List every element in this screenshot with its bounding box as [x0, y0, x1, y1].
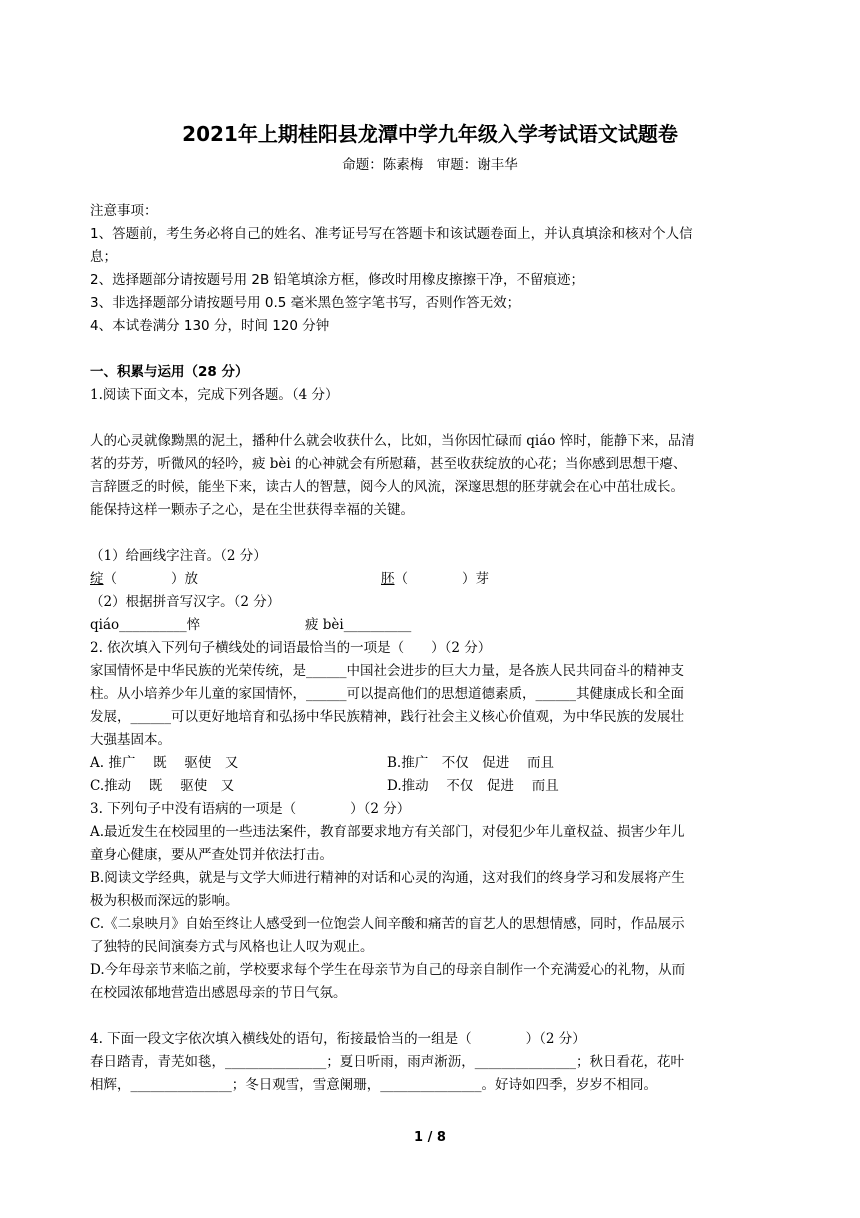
option-line: 了独特的民间演奏方式与风格也让人叹为观止。 [90, 939, 374, 955]
notice-item: 4、本试卷满分 130 分，时间 120 分钟 [90, 318, 330, 334]
option-line: D.今年母亲节来临之前，学校要求每个学生在母亲节为自己的母亲自制作一个充满爱心的礼物，从而 [90, 962, 686, 978]
underlined-char: 胚 [381, 571, 395, 587]
answer-blank: （ ）芽 [394, 571, 489, 587]
underlined-char: 绽 [90, 571, 104, 587]
notice-item: 2、选择题部分请按题号用 2B 铅笔填涂方框，修改时用橡皮擦擦干净，不留痕迹； [90, 272, 585, 288]
sub-question: （2）根据拼音写汉字。（2 分） [90, 594, 281, 610]
notice-item: 息； [90, 249, 117, 265]
answer-blank: （ ）放 [103, 571, 198, 587]
section-heading: 一、积累与运用（28 分） [90, 364, 249, 380]
notice-item: 3、非选择题部分请按题号用 0.5 毫米黑色签字笔书写，否则作答无效； [90, 295, 521, 311]
exam-authors: 命题：陈素梅 审题：谢丰华 [342, 157, 518, 173]
question-stem: 3. 下列句子中没有语病的一项是（ ）（2 分） [90, 801, 411, 817]
question-stem: 2. 依次填入下列句子横线处的词语最恰当的一项是（ ）（2 分） [90, 640, 492, 656]
passage-line: 人的心灵就像黝黑的泥土，播种什么就会收获什么，比如，当你因忙碌而 qiáo 悴时，能静下来，品清 [90, 433, 695, 449]
option-b: B.推广 不仅 促进 而且 [387, 755, 555, 771]
option-a: A. 推广 既 驱使 又 [90, 755, 239, 771]
phonetic-answer-row [90, 567, 198, 587]
passage-line: 言辞匮乏的时候，能坐下来，读古人的智慧，阅今人的风流，深邃思想的胚芽就会在心中茁壮成长。 [90, 479, 684, 495]
passage-line: 茗的芬芳，听微风的轻吟，疲 bèi 的心神就会有所慰藉，甚至收获绽放的心花；当你感到思想干瘪、 [90, 456, 687, 472]
option-c: C.推动 既 驱使 又 [90, 778, 235, 794]
option-line: 童身心健康，要从严查处罚并依法打击。 [90, 847, 333, 863]
option-d: D.推动 不仅 促进 而且 [387, 778, 559, 794]
question-stem: 4. 下面一段文字依次填入横线处的语句，衔接最恰当的一组是（ ）（2 分） [90, 1031, 586, 1047]
option-line: 极为积极而深远的影响。 [90, 893, 239, 909]
notice-item: 1、答题前，考生务必将自己的姓名、准考证号写在答题卡和该试题卷面上，并认真填涂和核对个人信 [90, 226, 693, 242]
question-text: 发展，______可以更好地培育和弘扬中华民族精神，践行社会主义核心价值观，为中华民族的发展壮 [90, 709, 684, 725]
notice-heading: 注意事项： [90, 203, 158, 219]
phonetic-answer-row [381, 567, 489, 587]
option-line: B.阅读文学经典，就是与文学大师进行精神的对话和心灵的沟通，这对我们的终身学习和发展将产生 [90, 870, 685, 886]
option-line: 在校园浓郁地营造出感恩母亲的节日气氛。 [90, 985, 347, 1001]
question-text: 家国情怀是中华民族的光荣传统，是______中国社会进步的巨大力量，是各族人民共同奋斗的精神支 [90, 663, 684, 679]
question-text: 春日踏青，青芜如毯，_______________；夏日听雨，雨声淅沥，_______________；秋日看花，花叶 [90, 1054, 684, 1070]
question-text: 相辉，_______________；冬日观雪，雪意阑珊，_______________。好诗如四季，岁岁不相同。 [90, 1077, 657, 1093]
sub-question: （1）给画线字注音。（2 分） [90, 548, 267, 564]
question-text: 大强基固本。 [90, 732, 171, 748]
passage-line: 能保持这样一颗赤子之心，是在尘世获得幸福的关键。 [90, 502, 414, 518]
answer-blank: qiáo__________悴 [90, 617, 201, 633]
exam-title: 2021年上期桂阳县龙潭中学九年级入学考试语文试题卷 [182, 122, 678, 146]
question-stem: 1.阅读下面文本，完成下列各题。（4 分） [90, 387, 339, 403]
option-line: C.《二泉映月》自始至终让人感受到一位饱尝人间辛酸和痛苦的盲艺人的思想情感，同时，作品展示 [90, 916, 685, 932]
question-text: 柱。从小培养少年儿童的家国情怀，______可以提高他们的思想道德素质，______其健康成长和全面 [90, 686, 684, 702]
answer-blank: 疲 bèi__________ [305, 617, 412, 633]
option-line: A.最近发生在校园里的一些违法案件，教育部要求地方有关部门，对侵犯少年儿童权益、损害少年儿 [90, 824, 685, 840]
page-number: 1 / 8 [414, 1130, 446, 1145]
